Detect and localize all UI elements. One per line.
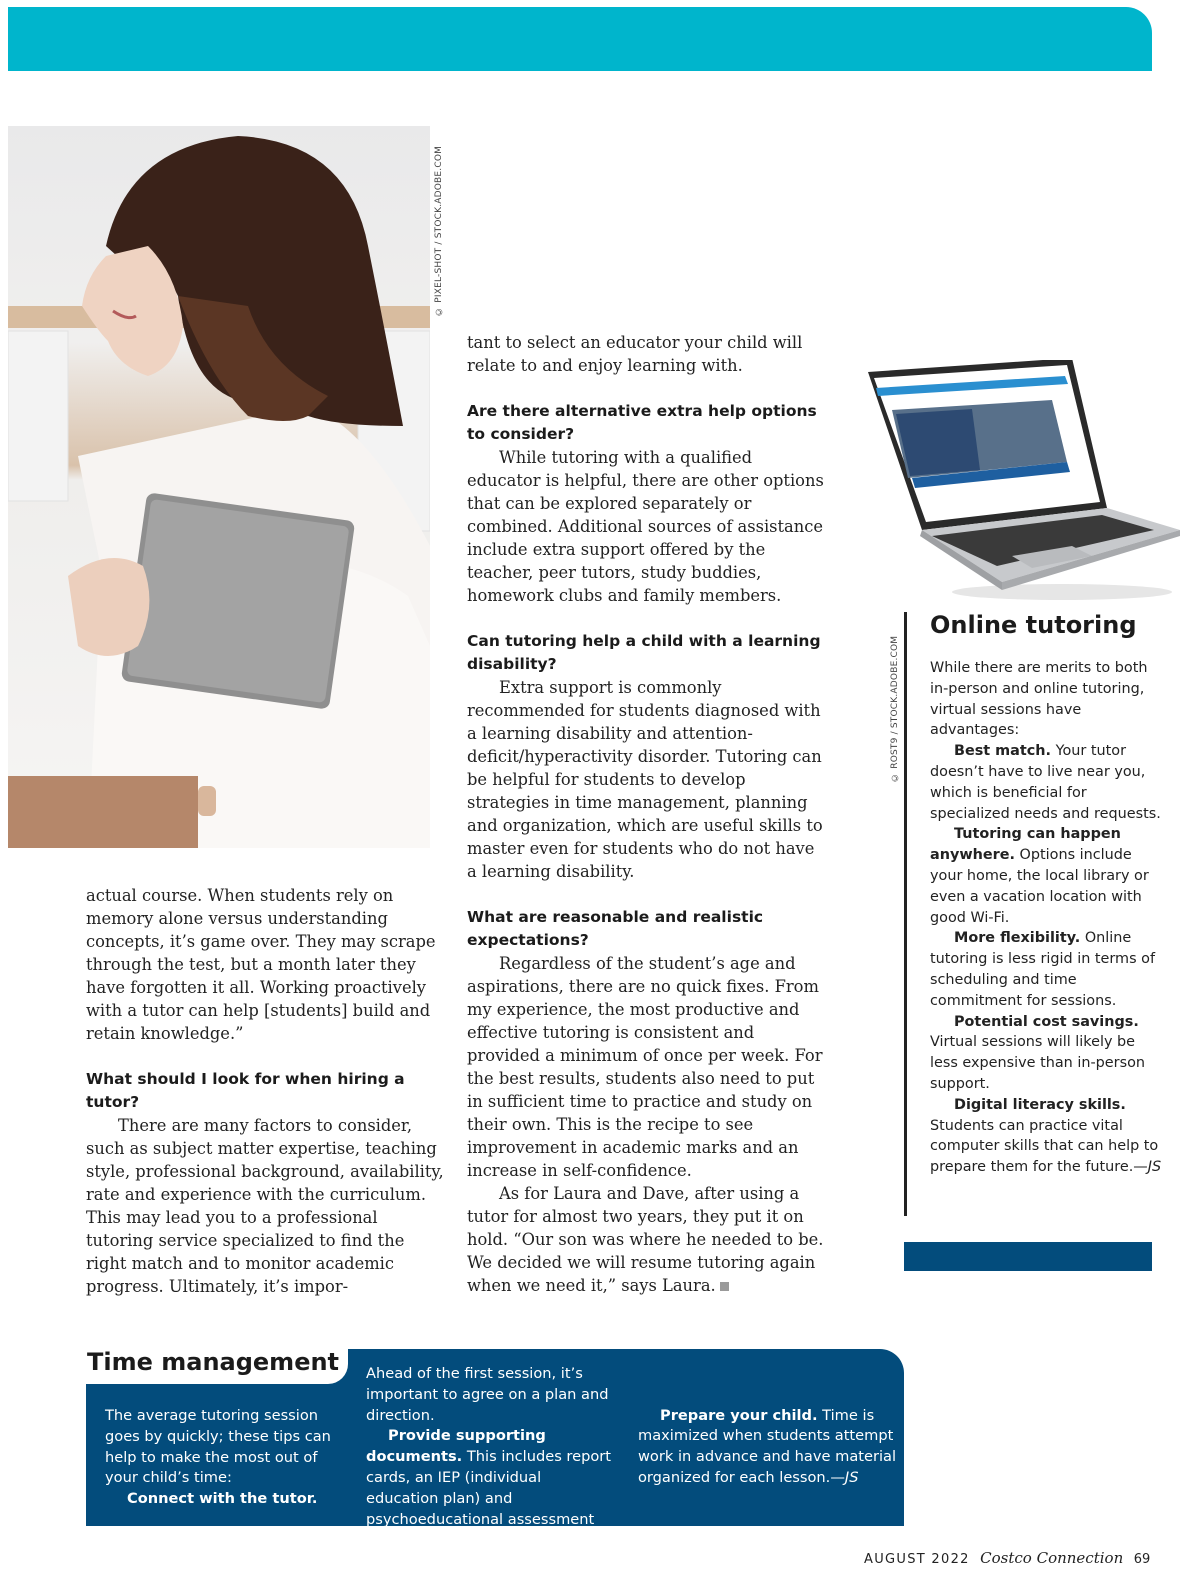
tip-connect-label-line [105, 1489, 345, 1510]
photo-woman-with-tablet [8, 126, 430, 848]
author-signature: JS [1147, 1159, 1162, 1176]
tip-connect-text: Ahead of the first session, it’s important to agree on a plan and direction. [366, 1365, 609, 1424]
photo-laptop [862, 360, 1180, 600]
section-heading-expectations: What are reasonable and realistic expectations? [467, 908, 764, 949]
sidebar-item-label: More flexibility. [954, 930, 1081, 947]
tip-prepare-child [638, 1406, 898, 1489]
page-footer [864, 1549, 1150, 1567]
section-body-hiring: There are many factors to consider, such as subject matter expertise, teaching style, professional background, availability, rate and experience with the curriculum. This may lead you to a professional tutoring service specialized to find the right match and to monitor academic progress. Ultimately, it’s impor- [86, 1116, 444, 1296]
sidebar-accent-bar [904, 1242, 1152, 1271]
time-management-title: Time management [87, 1348, 340, 1376]
sidebar-item-label: Best match. [954, 743, 1052, 760]
tip-label: Connect with the tutor. [127, 1490, 318, 1508]
sidebar-item-label: Tutoring can happen anywhere. [930, 826, 1121, 864]
continuation-paragraph: tant to select an educator your child will relate to and enjoy learning with. [467, 333, 803, 375]
sidebar-item-anywhere [930, 824, 1165, 928]
tip-label: Provide supporting documents. [366, 1427, 546, 1466]
photo-credit-woman: © PIXEL-SHOT / STOCK.ADOBE.COM [434, 145, 444, 316]
time-management-column-3 [638, 1364, 898, 1489]
sidebar-item-label: Digital literacy skills. [954, 1096, 1126, 1113]
tip-provide-documents [366, 1426, 616, 1551]
page-number: 69 [1133, 1552, 1151, 1567]
sidebar-item-flexibility [930, 928, 1165, 1011]
section-heading-learning-disability: Can tutoring help a child with a learning disability? [467, 632, 821, 673]
end-of-article-mark-icon [720, 1282, 729, 1291]
time-management-column-1 [105, 1406, 345, 1510]
woman-illustration [8, 126, 430, 848]
article-column-left [86, 884, 446, 1298]
sidebar-item-text: Virtual sessions will likely be less expensive than in-person support. [930, 1034, 1146, 1092]
laptop-illustration [862, 360, 1180, 600]
section-body-expectations-1: Regardless of the student’s age and aspirations, there are no quick fixes. From my experience, the most productive and effective tutoring is consistent and provided a minimum of once per week. For the best results, students also need to put in sufficient time to practice and study on their own. This is the recipe to see improvement in academic marks and an increase in self-confidence. [467, 954, 823, 1180]
time-management-column-2 [366, 1364, 616, 1551]
tip-text: Time is maximized when students attempt work in advance and have material organized for each lesson.— [638, 1406, 897, 1486]
article-column-middle [467, 331, 827, 1297]
section-heading-hiring: What should I look for when hiring a tutor? [86, 1070, 405, 1111]
sidebar-item-text: Online tutoring is less rigid in terms of scheduling and time commitment for sessions. [930, 930, 1156, 1009]
section-heading-alternatives: Are there alternative extra help options to consider? [467, 402, 817, 443]
sidebar-item-best-match [930, 741, 1165, 824]
header-color-bar [8, 7, 1152, 71]
tip-label: Prepare your child. [660, 1406, 818, 1424]
intro-paragraph: actual course. When students rely on memory alone versus understanding concepts, it’s game over. They may scrape through the test, but a month later they have forgotten it all. Working proactively with a tutor can help [students] build and retain knowledge.” [86, 886, 436, 1043]
section-body-expectations-2 [467, 1182, 827, 1297]
publication-name: Costco Connection [980, 1549, 1124, 1567]
sidebar-item-label: Potential cost savings. [954, 1013, 1139, 1030]
sidebar-intro: While there are merits to both in-person and online tutoring, virtual sessions have advantages: [930, 660, 1148, 739]
photo-credit-laptop: © ROST9 / STOCK.ADOBE.COM [890, 635, 900, 782]
closing-quote-text: As for Laura and Dave, after using a tutor for almost two years, they put it on hold. “Our son was where he needed to be. We decided we will resume tutoring again when we need it,” says Laura. [467, 1184, 824, 1295]
sidebar-item-digital-literacy [930, 1095, 1165, 1178]
sidebar-item-text: Options include your home, the local library or even a vacation location with good Wi-Fi. [930, 847, 1149, 926]
sidebar-item-cost-savings [930, 1012, 1165, 1095]
issue-date: AUGUST 2022 [864, 1552, 970, 1567]
section-body-alternatives: While tutoring with a qualified educator is helpful, there are other options that can be explored separately or combined. Additional sources of assistance include extra support offered by the teacher, peer tutors, study buddies, homework clubs and family members. [467, 448, 824, 605]
section-body-learning-disability: Extra support is commonly recommended for students diagnosed with a learning disability and attention-deficit/hyperactivity disorder. Tutoring can be helpful for students to develop strategies in time management, planning and organization, which are useful skills to master even for students who do not have a learning disability. [467, 678, 823, 881]
time-management-intro: The average tutoring session goes by quickly; these tips can help to make the most out of your child’s time: [105, 1407, 331, 1487]
sidebar-item-text: Your tutor doesn’t have to live near you, which is beneficial for specialized needs and requests. [930, 743, 1161, 822]
sidebar-online-tutoring [930, 608, 1165, 1178]
sidebar-title: Online tutoring [930, 611, 1137, 639]
author-signature: JS [844, 1468, 859, 1486]
sidebar-divider-rule [904, 612, 907, 1216]
sidebar-item-text: Students can practice vital computer skills that can help to prepare them for the future.— [930, 1117, 1159, 1176]
tip-text: This includes report cards, an IEP (individual education plan) and psychoeducational assessment recommendations, if applicable. [366, 1448, 612, 1549]
